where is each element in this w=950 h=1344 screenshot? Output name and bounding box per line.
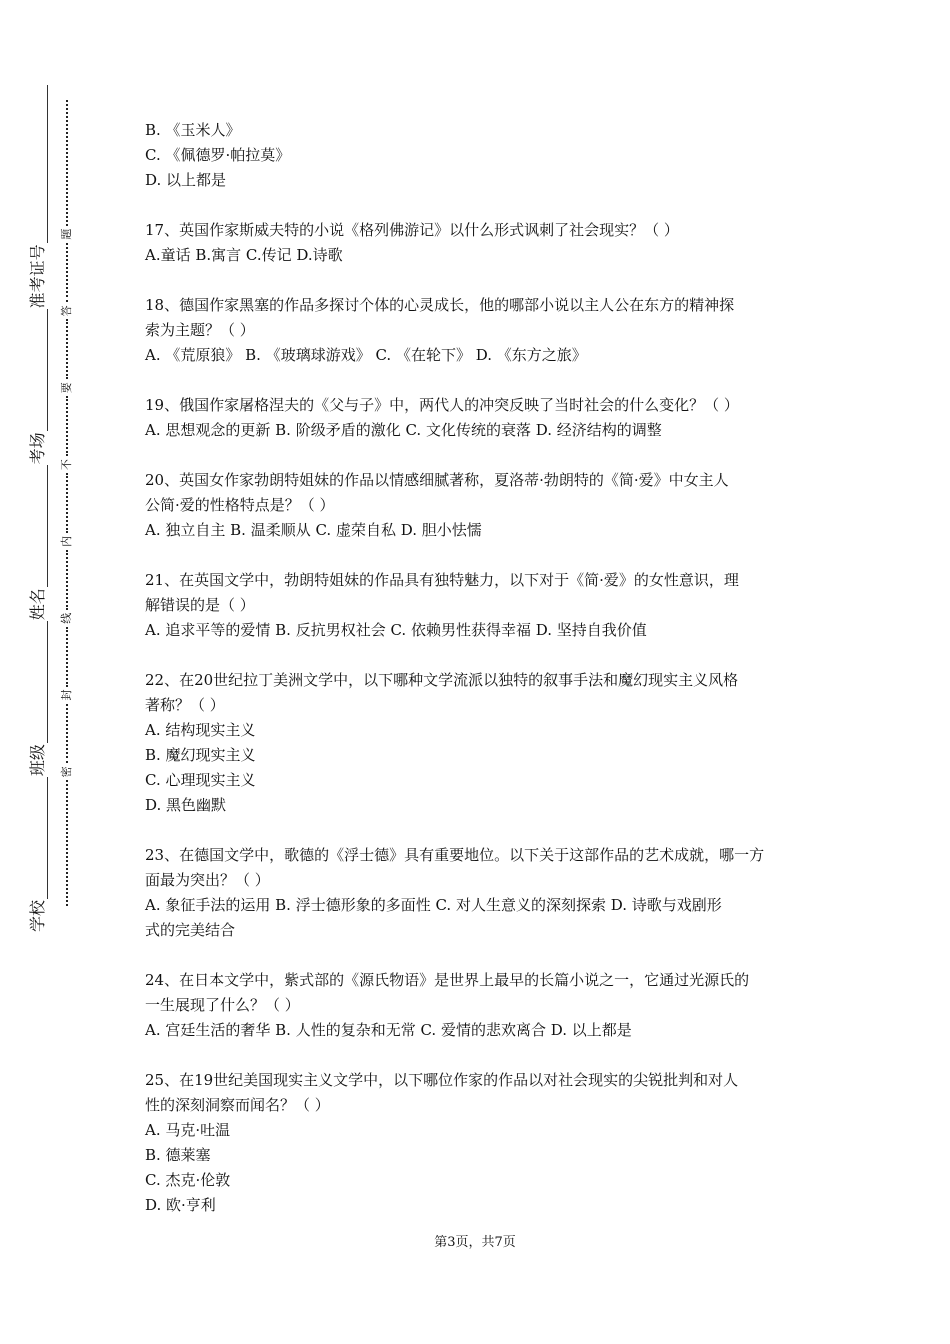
class-blank: [35, 621, 48, 743]
option: B. 《玉米人》: [145, 121, 241, 139]
label-class: 班级: [28, 744, 47, 777]
page-footer: 第3页，共7页: [434, 1235, 516, 1250]
question-line: 17、英国作家斯威夫特的小说《格列佛游记》以什么形式讽刺了社会现实？（ ）: [145, 221, 679, 239]
dotted-segment: [66, 627, 68, 687]
question-line: B. 德莱塞: [145, 1146, 211, 1164]
dotted-segment: [66, 100, 68, 226]
question-line: A.童话 B.寓言 C.传记 D.诗歌: [145, 246, 343, 264]
question-24: [145, 968, 825, 1043]
ticket-number-blank: [35, 85, 48, 243]
question-line: 解错误的是（ ）: [145, 596, 255, 614]
label-school: 学校: [28, 899, 47, 932]
question-line: C. 心理现实主义: [145, 771, 256, 789]
question-line: B. 魔幻现实主义: [145, 746, 256, 764]
question-line: 25、在19世纪美国现实主义文学中，以下哪位作家的作品以对社会现实的尖锐批判和对人: [145, 1071, 739, 1089]
question-line: 18、德国作家黑塞的作品多探讨个体的心灵成长，他的哪部小说以主人公在东方的精神探: [145, 296, 735, 314]
question-25: [145, 1068, 825, 1218]
question-22: [145, 668, 825, 818]
dotted-segment: [66, 550, 68, 610]
question-20: [145, 468, 825, 543]
question-line: 19、俄国作家屠格涅夫的《父与子》中，两代人的冲突反映了当时社会的什么变化？（ ）: [145, 396, 739, 414]
question-line: A. 结构现实主义: [145, 721, 256, 739]
question-line: 公简·爱的性格特点是？（ ）: [145, 496, 335, 514]
question-line: 22、在20世纪拉丁美洲文学中，以下哪种文学流派以独特的叙事手法和魔幻现实主义风格: [145, 671, 739, 689]
question-line: A. 独立自主 B. 温柔顺从 C. 虚荣自私 D. 胆小怯懦: [145, 521, 482, 539]
dotted-segment: [66, 319, 68, 379]
question-line: A. 思想观念的更新 B. 阶级矛盾的激化 C. 文化传统的衰落 D. 经济结构的调整: [145, 421, 662, 439]
question-line: 20、英国女作家勃朗特姐妹的作品以情感细腻著称，夏洛蒂·勃朗特的《简·爱》中女主人: [145, 471, 729, 489]
seal-char: 封: [60, 689, 73, 701]
name-blank: [35, 465, 48, 587]
seal-line: [60, 100, 74, 906]
question-line: A. 《荒原狼》 B. 《玻璃球游戏》 C. 《在轮下》 D. 《东方之旅》: [145, 346, 587, 364]
question-line: A. 追求平等的爱情 B. 反抗男权社会 C. 依赖男性获得幸福 D. 坚持自我价值: [145, 621, 647, 639]
question-line: C. 杰克·伦敦: [145, 1171, 231, 1189]
question-line: A. 马克·吐温: [145, 1121, 231, 1139]
seal-char: 答: [60, 305, 73, 317]
label-name: 姓名: [28, 588, 47, 621]
dotted-segment: [66, 780, 68, 906]
question-17: [145, 218, 825, 268]
dotted-segment: [66, 704, 68, 764]
question-line: 式的完美结合: [145, 921, 236, 939]
question-line: 一生展现了什么？（ ）: [145, 996, 300, 1014]
question-line: 24、在日本文学中，紫式部的《源氏物语》是世界上最早的长篇小说之一，它通过光源氏的: [145, 971, 750, 989]
label-ticket-number: 准考证号: [28, 244, 47, 309]
binding-info-strip: [24, 84, 48, 932]
exam-room-blank: [35, 309, 48, 431]
school-blank: [35, 777, 48, 899]
dotted-segment: [66, 396, 68, 456]
seal-char: 要: [60, 382, 73, 394]
question-16-options-continued: [145, 118, 825, 193]
label-exam-room: 考场: [28, 432, 47, 465]
question-line: A. 宫廷生活的奢华 B. 人性的复杂和无常 C. 爱情的悲欢离合 D. 以上都是: [145, 1021, 632, 1039]
question-23: [145, 843, 825, 943]
question-line: 索为主题？（ ）: [145, 321, 255, 339]
seal-char: 不: [60, 459, 73, 471]
question-content: [145, 118, 825, 1243]
seal-char: 线: [60, 612, 73, 624]
seal-char: 题: [60, 228, 73, 240]
seal-char: 内: [60, 535, 73, 547]
seal-char: 密: [60, 766, 73, 778]
question-18: [145, 293, 825, 368]
question-line: D. 黑色幽默: [145, 796, 227, 814]
question-21: [145, 568, 825, 643]
question-line: 面最为突出？（ ）: [145, 871, 270, 889]
question-line: A. 象征手法的运用 B. 浮士德形象的多面性 C. 对人生意义的深刻探索 D. 诗歌与戏剧形: [145, 896, 722, 914]
option: D. 以上都是: [145, 171, 227, 189]
question-line: 21、在英国文学中，勃朗特姐妹的作品具有独特魅力，以下对于《简·爱》的女性意识，理: [145, 571, 739, 589]
question-line: 著称？（ ）: [145, 696, 225, 714]
question-line: 23、在德国文学中，歌德的《浮士德》具有重要地位。以下关于这部作品的艺术成就，哪一方: [145, 846, 765, 864]
question-line: D. 欧·亨利: [145, 1196, 216, 1214]
question-line: 性的深刻洞察而闻名？（ ）: [145, 1096, 330, 1114]
question-19: [145, 393, 825, 443]
dotted-segment: [66, 473, 68, 533]
dotted-segment: [66, 243, 68, 303]
option: C. 《佩德罗·帕拉莫》: [145, 146, 291, 164]
